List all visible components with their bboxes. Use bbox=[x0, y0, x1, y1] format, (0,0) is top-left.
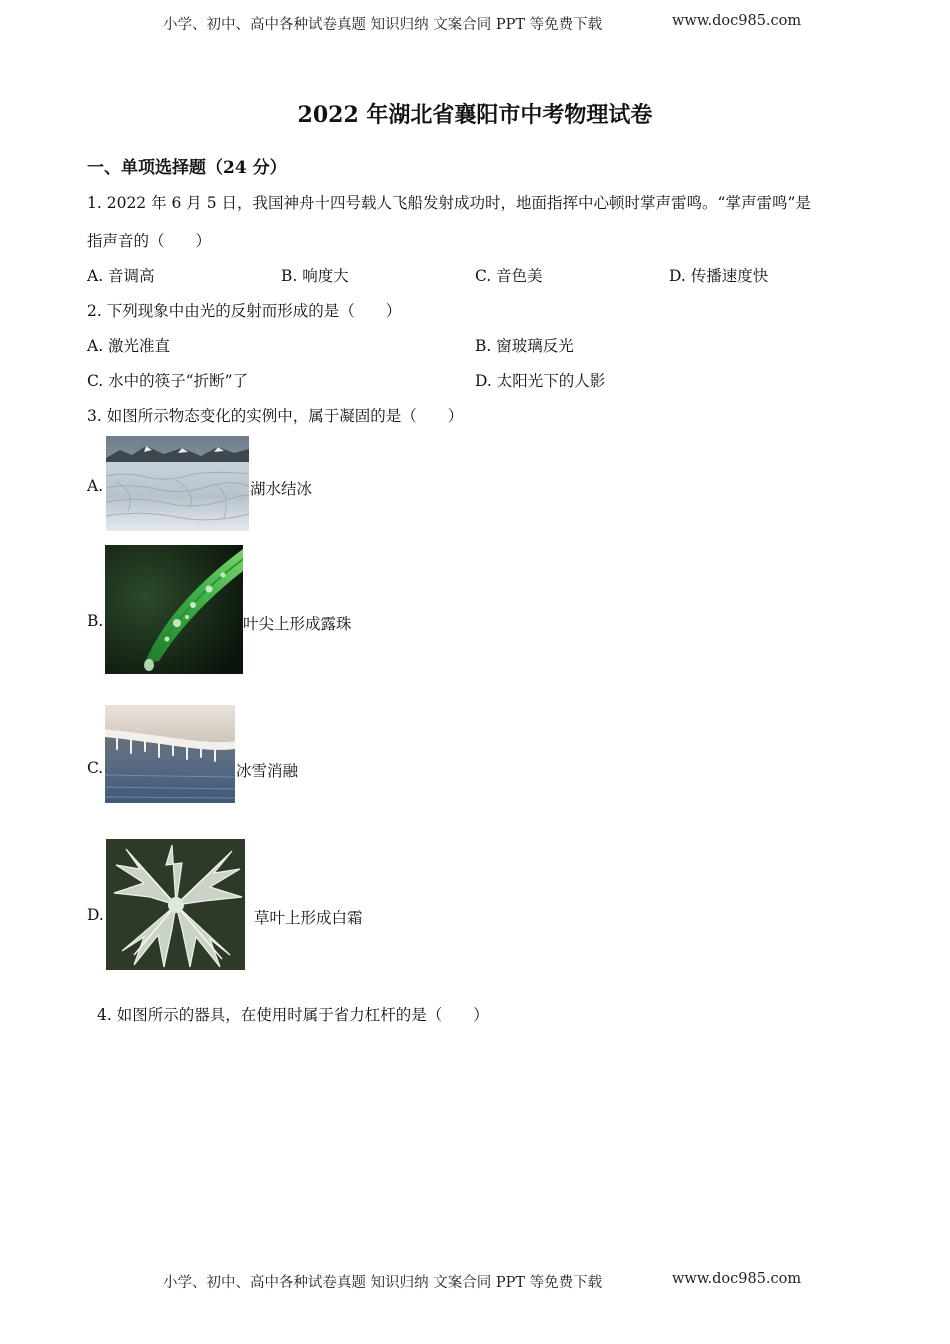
page-title: 2022 年湖北省襄阳市中考物理试卷 bbox=[297, 102, 653, 128]
question-2-option-c: C. 水中的筷子“折断”了 bbox=[87, 372, 249, 390]
frost-leaves-image bbox=[106, 839, 245, 970]
question-3-option-c-caption: 冰雪消融 bbox=[236, 762, 299, 780]
question-2-option-a: A. 激光准直 bbox=[87, 337, 171, 355]
question-2-stem: 2. 下列现象中由光的反射而形成的是（ ） bbox=[87, 302, 402, 320]
question-3-stem: 3. 如图所示物态变化的实例中，属于凝固的是（ ） bbox=[87, 407, 464, 425]
melting-snow-image bbox=[105, 705, 235, 803]
footer-text: 小学、初中、高中各种试卷真题 知识归纳 文案合同 PPT 等免费下载 bbox=[163, 1275, 603, 1291]
frozen-lake-image bbox=[106, 436, 249, 531]
question-2-option-d: D. 太阳光下的人影 bbox=[475, 372, 606, 390]
question-3-option-a-caption: 湖水结冰 bbox=[250, 480, 313, 498]
question-1-option-a: A. 音调高 bbox=[87, 267, 155, 285]
footer-site-link[interactable]: www.doc985.com bbox=[672, 1271, 802, 1287]
question-3-option-b-caption: 叶尖上形成露珠 bbox=[243, 615, 352, 633]
question-2-option-b: B. 窗玻璃反光 bbox=[475, 337, 574, 355]
header-text: 小学、初中、高中各种试卷真题 知识归纳 文案合同 PPT 等免费下载 bbox=[163, 17, 603, 33]
leaf-dew-image bbox=[105, 545, 243, 674]
question-1-option-d: D. 传播速度快 bbox=[669, 267, 769, 285]
question-3-option-c-letter: C. bbox=[87, 759, 104, 777]
question-3-option-d-letter: D. bbox=[87, 906, 104, 924]
question-1-stem-line2: 指声音的（ ） bbox=[87, 232, 212, 250]
question-1-option-b: B. 响度大 bbox=[281, 267, 349, 285]
question-1-stem-line1: 1. 2022 年 6 月 5 日，我国神舟十四号载人飞船发射成功时，地面指挥中心顿时掌声雷鸣。“掌声雷鸣”是 bbox=[87, 194, 811, 212]
section-heading: 一、单项选择题（24 分） bbox=[87, 158, 287, 178]
question-3-option-b-letter: B. bbox=[87, 612, 104, 630]
header-site-link[interactable]: www.doc985.com bbox=[672, 13, 802, 29]
question-3-option-a-letter: A. bbox=[87, 477, 104, 495]
question-1-option-c: C. 音色美 bbox=[475, 267, 543, 285]
question-3-option-d-caption: 草叶上形成白霜 bbox=[254, 909, 363, 927]
question-4-stem: 4. 如图所示的器具，在使用时属于省力杠杆的是（ ） bbox=[97, 1006, 489, 1024]
